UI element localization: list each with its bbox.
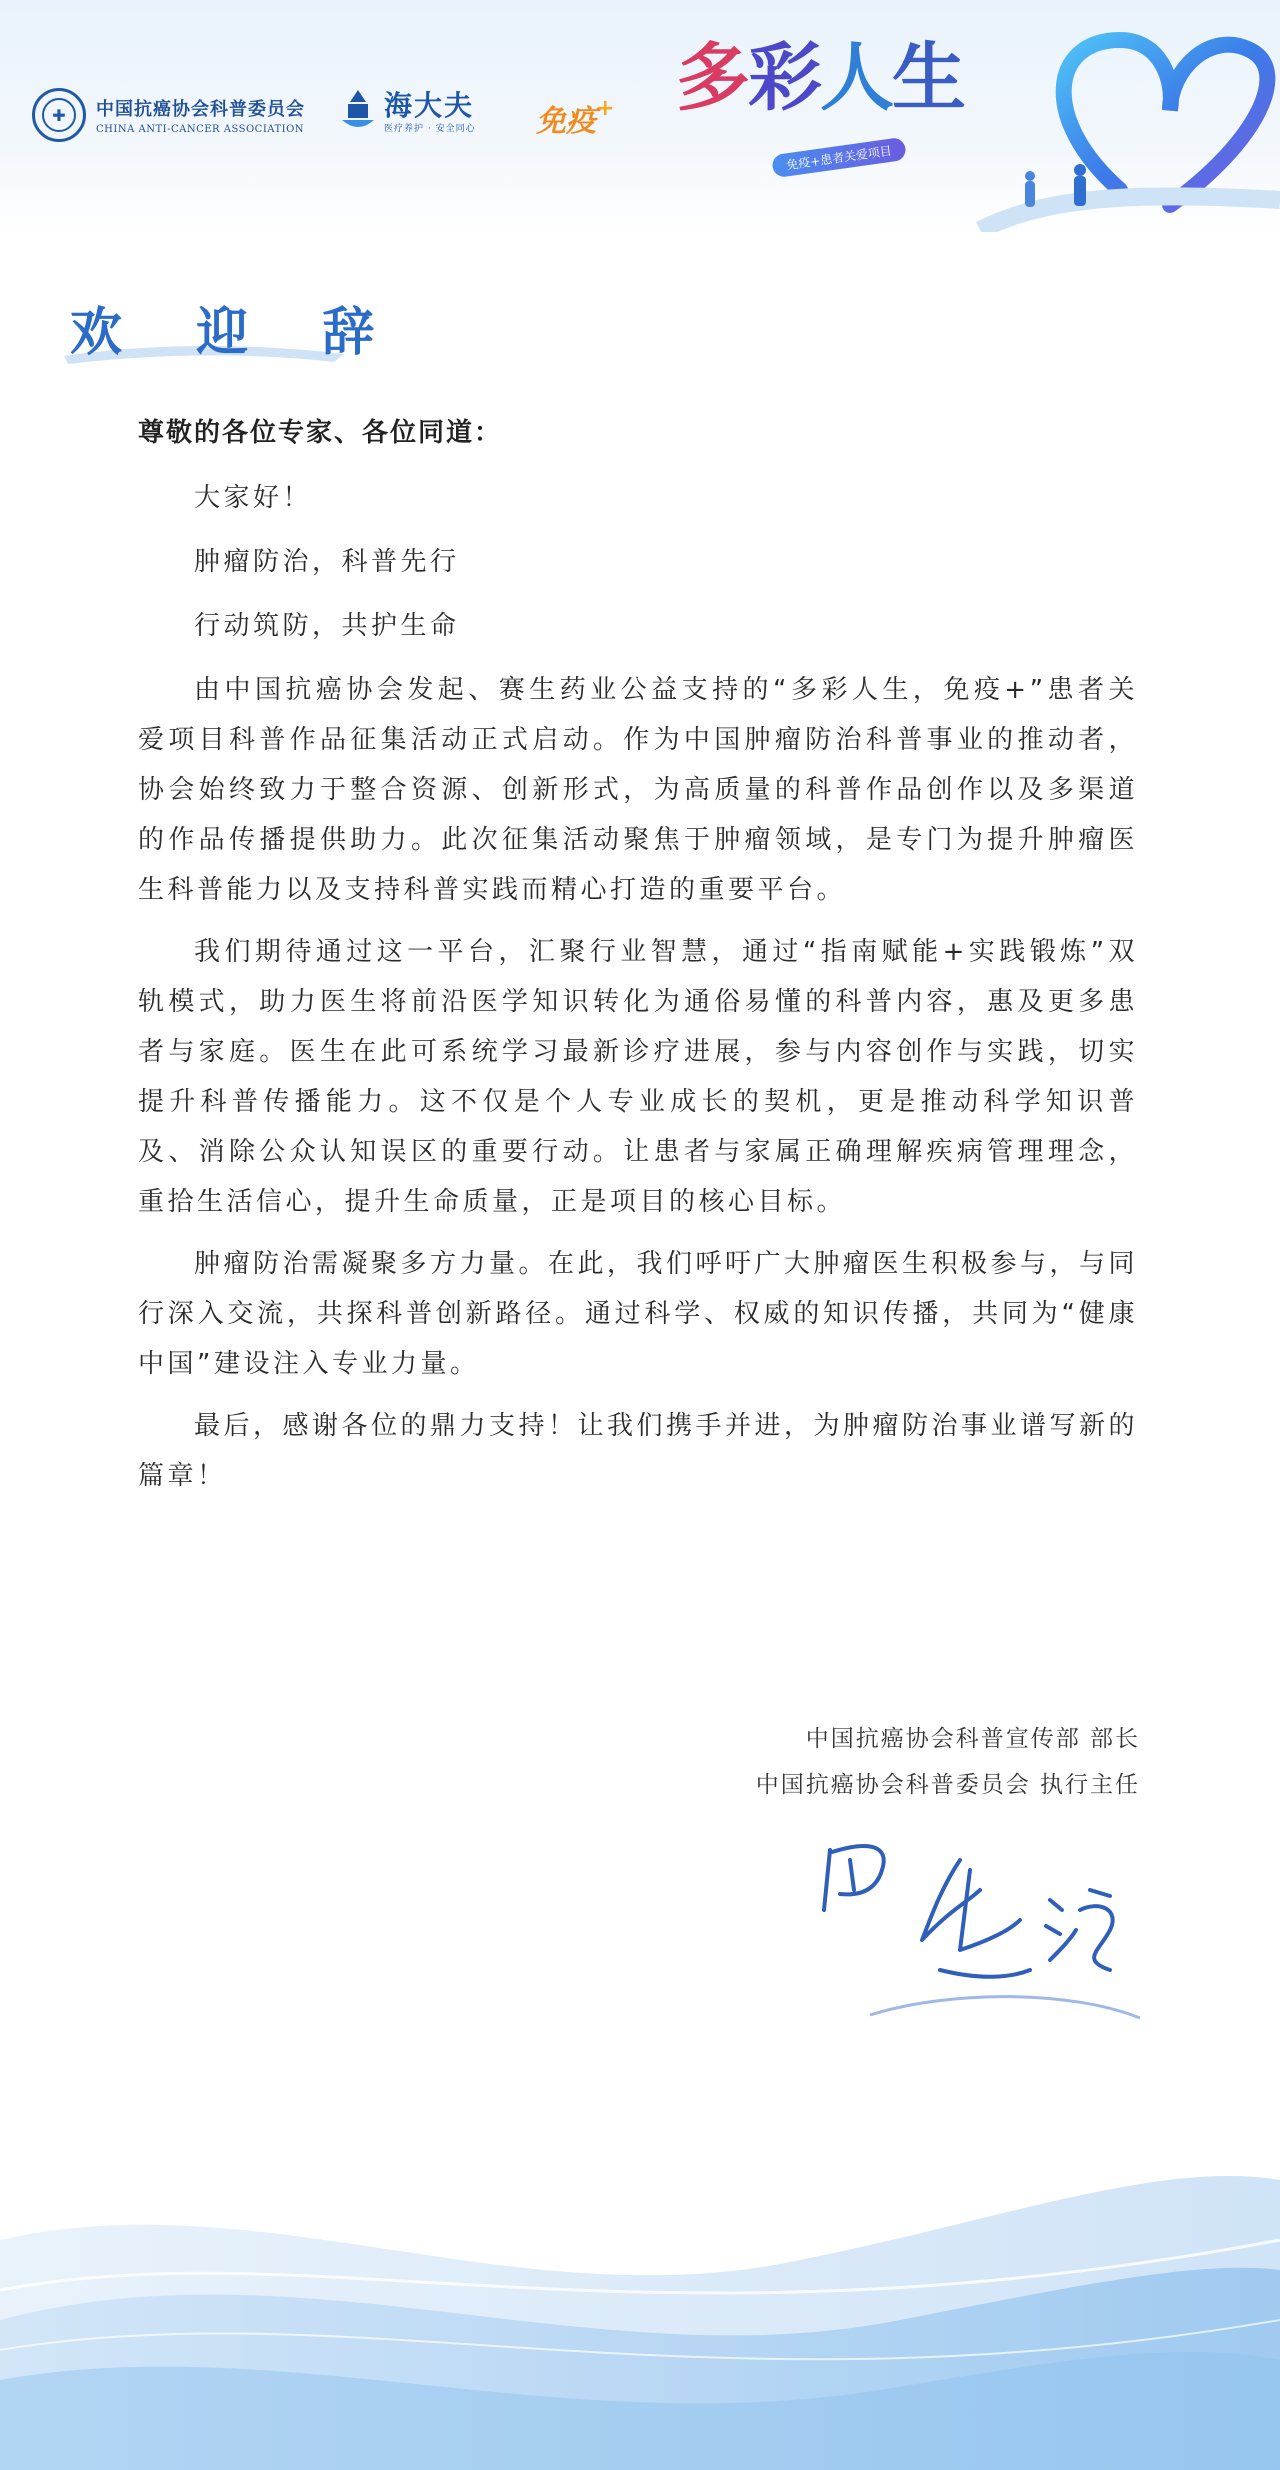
mianyi-logo-text: 免疫 (536, 104, 596, 139)
letter-body (138, 412, 1138, 1513)
campaign-char: 人 (820, 35, 892, 121)
handwritten-signature (810, 1830, 1150, 2030)
greeting-line: 行动筑防，共护生命 (194, 611, 460, 641)
header-banner (0, 0, 1280, 232)
cac-seal-icon: ✚ (32, 88, 86, 142)
footer-wave-decoration (0, 2120, 1280, 2470)
campaign-char: 生 (892, 35, 964, 121)
campaign-tagline: 免疫+患者关爱项目 (771, 137, 907, 178)
mianyi-plus-logo (536, 96, 614, 140)
haidafu-ship-icon (340, 88, 376, 136)
greeting-line: 大家好！ (194, 483, 313, 513)
cac-name-en: CHINA ANTI-CANCER ASSOCIATION (96, 124, 305, 135)
haidafu-subtitle: 医疗养护 · 安全同心 (384, 123, 476, 134)
campaign-char: 彩 (748, 35, 820, 121)
welcome-heading (70, 290, 402, 365)
letter-paragraph: 最后，感谢各位的鼎力支持！让我们携手并进，为肿瘤防治事业谱写新的篇章！ (138, 1411, 1139, 1491)
heart-ribbon-decoration (920, 0, 1280, 232)
greeting-line: 肿瘤防治，科普先行 (194, 547, 460, 577)
campaign-char: 多 (676, 35, 748, 121)
cac-name-cn: 中国抗癌协会科普委员会 (96, 99, 305, 120)
haidafu-name: 海大夫 (384, 88, 475, 122)
signoff-block (756, 1716, 1140, 1808)
campaign-logo (676, 35, 964, 173)
letter-paragraph: 肿瘤防治需凝聚多方力量。在此，我们呼吁广大肿瘤医生积极参与，与同行深入交流，共探科普创新路径。通过科学、权威的知识传播，共同为“健康中国”建设注入专业力量。 (138, 1249, 1139, 1379)
salutation: 尊敬的各位专家、各位同道： (138, 418, 503, 448)
letter-paragraph: 我们期待通过这一平台，汇聚行业智慧，通过“指南赋能+实践锻炼”双轨模式，助力医生将前沿医学知识转化为通俗易懂的科普内容，惠及更多患者与家庭。医生在此可系统学习最新诊疗进展，参与内容创作与实践，切实提升科普传播能力。这不仅是个人专业成长的契机，更是推动科学知识普及、消除公众认知误区的重要行动。让患者与家属正确理解疾病管理理念，重拾生活信心，提升生命质量，正是项目的核心目标。 (138, 937, 1138, 1217)
haidafu-logo (340, 88, 476, 136)
page-title: 欢 迎 辞 (70, 302, 403, 363)
mianyi-logo-plus: + (596, 96, 615, 121)
signoff-title-2: 中国抗癌协会科普委员会 执行主任 (755, 1772, 1140, 1798)
cac-logo (32, 88, 305, 142)
signoff-title-1: 中国抗癌协会科普宣传部 部长 (805, 1726, 1140, 1752)
letter-paragraph: 由中国抗癌协会发起、赛生药业公益支持的“多彩人生，免疫+”患者关爱项目科普作品征集活动正式启动。作为中国肿瘤防治科普事业的推动者，协会始终致力于整合资源、创新形式，为高质量的科普作品创作以及多渠道的作品传播提供助力。此次征集活动聚焦于肿瘤领域，是专门为提升肿瘤医生科普能力以及支持科普实践而精心打造的重要平台。 (138, 675, 1138, 905)
campaign-title (676, 36, 964, 120)
